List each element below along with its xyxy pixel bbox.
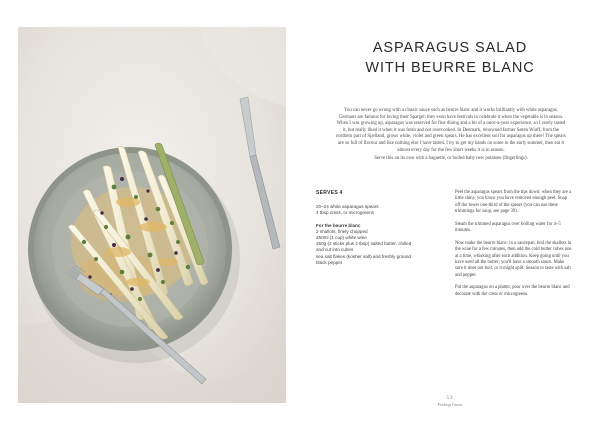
- beurre-blanc-subheading: For the beurre blanc: [316, 222, 361, 228]
- section-name: Feeling Green: [437, 402, 463, 407]
- ingredient-line: 4 tbsp cress, or microgreens: [316, 210, 374, 216]
- recipe-photo: [18, 27, 286, 403]
- plate-image: [18, 27, 286, 403]
- method-step: Steam the trimmed asparagus over boiling water for 4–5 minutes.: [455, 221, 561, 234]
- ingredient-line: 20–24 white asparagus spears: [316, 204, 379, 210]
- method-step: Peel the asparagus spears from the tips down; when they are a little shiny, you know you have removed enough peel. Snap off the lower one-third of the spears (you can use these trimmings for soup, see page 39).: [455, 190, 572, 215]
- recipe-title: [300, 38, 600, 78]
- method-column: [455, 190, 573, 304]
- serves-heading: SERVES 4: [316, 190, 343, 196]
- method-step: Put the asparagus on a platter, pour over the beurre blanc and decorate with the cress or microgreens.: [455, 285, 570, 297]
- intro-serving-note: Serve this on its own with a baguette, or boiled baby new potatoes (fingerlings).: [374, 156, 528, 162]
- ingredient-line: black pepper: [316, 259, 343, 265]
- recipe-title-line2: WITH BEURRE BLANC: [365, 60, 535, 76]
- ingredient-line: 2 shallots, finely chopped: [316, 228, 368, 234]
- recipe-title-line1: ASPARAGUS SALAD: [372, 40, 528, 56]
- page-number: 53: [446, 396, 454, 401]
- ingredient-line: 250ml (1 cup) white wine: [316, 235, 367, 241]
- intro-paragraph: You can never go wrong with a classic sauce such as beurre blanc and it works brilliantly with white asparagus. Germans are famous for loving their Spargel; they even have festivals to celebrate it when the vegetable is in season. When I was growing up, asparagus was reserved for fine dining and a bit of a once-a-year experience, so I rarely tasted it, but really liked it when it was fresh and not overcooked. In Denmark, renowned farmer Søren Wiuff, from the northern part of Sjælland, grows white, violet and green spears. He has excellent soil for asparagus up there! The spears are so full of flavour and like nothing else I have tasted. I try to get my hands on some in the early summer, then eat it almost every day for the few short weeks it is in season.: [336, 108, 566, 153]
- recipe-intro: [336, 108, 566, 165]
- ingredients-column: [316, 190, 434, 266]
- page-footer: [300, 396, 600, 407]
- ingredient-line: 250g (2 sticks plus 2 tbsp) salted butter, chilled: [316, 241, 412, 247]
- ingredient-line: and cut into cubes: [316, 247, 354, 253]
- ingredient-line: sea salt flakes (kosher salt) and freshly ground: [316, 253, 411, 259]
- method-step: Now make the beurre blanc: in a saucepan, boil the shallots in the wine for a few minutes, then add the cold butter cubes one at a time, whisking after each addition. Keep going until you have used all the butter; you'll have a smooth sauce. Make sure it does not boil, or it might split. Season to taste with salt and pepper.: [455, 240, 572, 278]
